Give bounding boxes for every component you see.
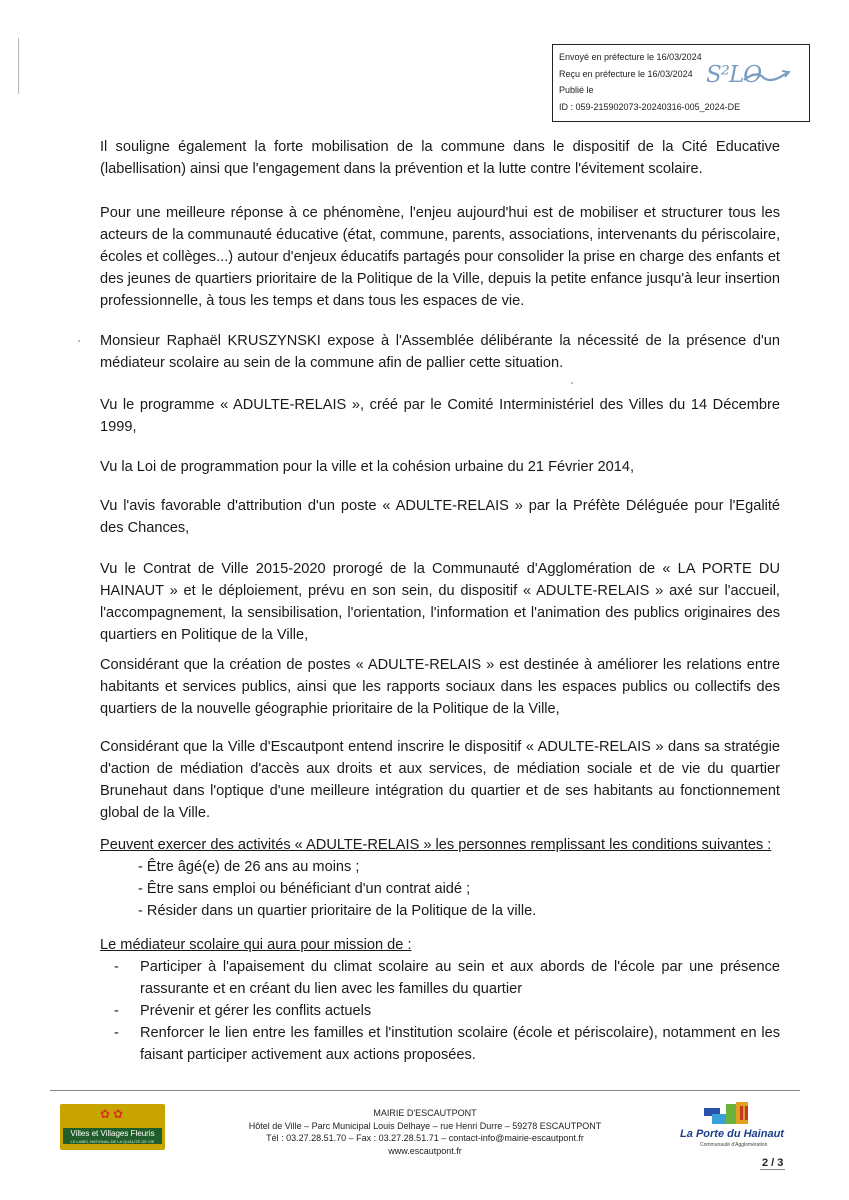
stamp-sent: Envoyé en préfecture le 16/03/2024 — [559, 52, 702, 62]
missions-list — [100, 956, 780, 1066]
footer-address: Hôtel de Ville – Parc Municipal Louis Delhaye – rue Henri Durre – 59278 ESCAUTPONT — [248, 1120, 602, 1131]
list-item: - Être sans emploi ou bénéficiant d'un contrat aidé ; — [138, 881, 471, 897]
stamp-id: ID : 059-215902073-20240316-005_2024-DE — [559, 101, 741, 112]
list-item: - Participer à l'apaisement du climat scolaire au sein et aux abords de l'école par une présence rassurante et en créant du lien avec les familles du quartier — [114, 959, 780, 997]
porte-du-hainaut-label: La Porte du Hainaut — [680, 1128, 784, 1140]
villes-fleuris-sub: LE LABEL NATIONAL DE LA QUALITÉ DE VIE — [70, 1139, 155, 1144]
scan-dot — [78, 340, 80, 342]
s2lo-logo-text: S²LO — [706, 62, 762, 88]
scan-mark — [18, 38, 19, 94]
stamp-published: Publié le — [559, 85, 594, 95]
villes-fleuris-label: Villes et Villages Fleuris — [70, 1129, 155, 1138]
footer-website: www.escautpont.fr — [388, 1145, 462, 1156]
s2lo-logo — [706, 62, 761, 88]
footer-address-block — [210, 1107, 640, 1157]
conditions-list — [138, 856, 536, 922]
paragraph-considerant-ville: Considérant que la Ville d'Escautpont entend inscrire le dispositif « ADULTE-RELAIS » dans sa stratégie d'action de médiation d'accès aux droits et aux services, de médiation sociale et de vie du quartier Brunehaut dans l'optique d'une meilleure intégration du quartier et de ses habitants au fonctionnement global de la Ville. — [100, 739, 780, 821]
mission-text: Participer à l'apaisement du climat scolaire au sein et aux abords de l'école par une présence rassurante et en créant du lien avec les familles du quartier — [140, 959, 780, 997]
paragraph-vu-programme: Vu le programme « ADULTE-RELAIS », créé par le Comité Interministériel des Villes du 14 Décembre 1999, — [100, 397, 780, 435]
list-item: - Prévenir et gérer les conflits actuels — [114, 1003, 372, 1019]
flower-icon: ✿✿ — [100, 1107, 127, 1121]
list-item: - Être âgé(e) de 26 ans au moins ; — [138, 859, 360, 875]
footer-contact: Tél : 03.27.28.51.70 – Fax : 03.27.28.51.71 – contact-info@mairie-escautpont.fr — [266, 1133, 584, 1143]
mission-heading: Le médiateur scolaire qui aura pour mission de : — [100, 937, 412, 953]
scan-dot — [571, 382, 573, 384]
mission-text: Prévenir et gérer les conflits actuels — [140, 1003, 372, 1019]
paragraph-considerant-postes: Considérant que la création de postes « ADULTE-RELAIS » est destinée à améliorer les relations entre habitants et services publics, ainsi que les rapports sociaux dans les espaces publics ou collectifs des quartiers de la nouvelle géographie prioritaire de la Politique de la Ville, — [100, 657, 780, 717]
paragraph-enjeu: Pour une meilleure réponse à ce phénomène, l'enjeu aujourd'hui est de mobiliser et structurer tous les acteurs de la communauté éducative (état, commune, parents, associations, intervenants du périscolaire, écoles et collèges...) autour d'enjeux éducatifs partagés pour consolider la prise en charge des enfants et des jeunes de quartiers prioritaire de la Politique de la Ville, depuis la petite enfance jusqu'à leur insertion professionnelle, à tous les temps et dans tous les espaces de vie. — [100, 205, 780, 309]
page-number: 2 / 3 — [762, 1157, 784, 1169]
footer-divider — [50, 1090, 800, 1091]
s2lo-swoosh-icon — [742, 68, 792, 84]
list-item: - Résider dans un quartier prioritaire de la Politique de la ville. — [138, 903, 537, 919]
conditions-heading: Peuvent exercer des activités « ADULTE-RELAIS » les personnes remplissant les conditions suivantes : — [100, 837, 772, 853]
porte-du-hainaut-logo — [672, 1098, 792, 1152]
mission-text: Renforcer le lien entre les familles et l'institution scolaire (école et périscolaire), notamment en les faisant participer activement aux actions proposées. — [140, 1025, 780, 1063]
paragraph-cite-educative: Il souligne également la forte mobilisation de la commune dans le dispositif de la Cité Educative (labellisation) ainsi que l'engagement dans la prévention et la lutte contre l'évitement scolaire. — [100, 139, 780, 177]
footer-title: MAIRIE D'ESCAUTPONT — [373, 1108, 477, 1118]
paragraph-vu-loi: Vu la Loi de programmation pour la ville et la cohésion urbaine du 21 Février 2014, — [100, 459, 635, 475]
list-item: - Renforcer le lien entre les familles et l'institution scolaire (école et périscolaire), notamment en les faisant participer activement aux actions proposées. — [114, 1025, 780, 1063]
paragraph-vu-avis: Vu l'avis favorable d'attribution d'un poste « ADULTE-RELAIS » par la Préfète Déléguée pour l'Egalité des Chances, — [100, 498, 780, 536]
porte-du-hainaut-mark-icon — [702, 1100, 754, 1126]
paragraph-expose: Monsieur Raphaël KRUSZYNSKI expose à l'Assemblée délibérante la nécessité de la présence d'un médiateur scolaire au sein de la commune afin de pallier cette situation. — [100, 333, 780, 371]
stamp-received: Reçu en préfecture le 16/03/2024 — [559, 68, 693, 79]
porte-du-hainaut-sub: Communauté d'Agglomération — [700, 1142, 768, 1148]
paragraph-vu-contrat: Vu le Contrat de Ville 2015-2020 prorogé de la Communauté d'Agglomération de « LA PORTE DU HAINAUT » et le déploiement, prévu en son sein, du dispositif « ADULTE-RELAIS » axé sur l'accueil, l'accompagnement, la sensibilisation, l'orientation, l'information et l'animation des publics originaires des quartiers en Politique de la Ville, — [100, 561, 780, 643]
villes-fleuris-logo — [60, 1104, 165, 1150]
